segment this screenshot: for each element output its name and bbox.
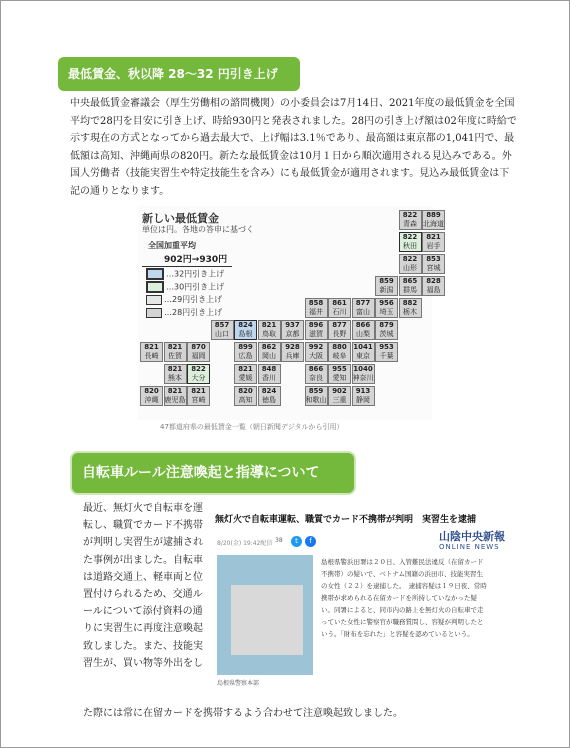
prefecture-value: 1040 bbox=[353, 365, 373, 373]
section1-paragraph: 中央最低賃金審議会（厚生労働相の諮問機関）の小委員会は7月14日、2021年度の最低賃金を全国平均で28円を目安に引き上げ、時給930円と発表されました。28円の引き上げ額は02年度に時給で示す現在の方式となってから過去最大で、上げ幅は3.1％であり、最高額は東京都の1,041円で、最低額は高知、沖縄両県の820円。新たな最低賃金は10月１日から順次適用される見込みである。外国人労働者（技能実習生や特定技能生を含み）にも最低賃金が適用されます。見込み最低賃金は下記の通りとなります。 bbox=[70, 98, 517, 197]
prefecture-name: 宮城 bbox=[426, 264, 441, 272]
prefecture-name: 青森 bbox=[403, 220, 417, 228]
prefecture-tile bbox=[234, 386, 257, 406]
legend-swatch-29 bbox=[146, 295, 162, 305]
prefecture-value: 913 bbox=[355, 387, 371, 395]
prefecture-tile bbox=[328, 386, 351, 406]
prefecture-tile bbox=[187, 342, 210, 362]
prefecture-tile bbox=[305, 364, 328, 384]
prefecture-value: 955 bbox=[332, 365, 347, 373]
prefecture-name: 新潟 bbox=[379, 286, 394, 294]
prefecture-name: 熊本 bbox=[168, 374, 182, 382]
prefecture-name: 福島 bbox=[426, 286, 441, 294]
prefecture-tile bbox=[399, 254, 422, 274]
prefecture-name: 栃木 bbox=[403, 308, 417, 316]
prefecture-name: 和歌山 bbox=[305, 396, 327, 404]
prefecture-tile bbox=[234, 364, 257, 384]
prefecture-name: 鳥取 bbox=[262, 330, 276, 338]
prefecture-tile bbox=[234, 320, 257, 340]
prefecture-tile bbox=[375, 276, 398, 296]
prefecture-value: 821 bbox=[167, 387, 183, 395]
prefecture-tile bbox=[352, 342, 375, 362]
prefecture-value: 824 bbox=[238, 321, 253, 329]
prefecture-value: 821 bbox=[191, 387, 206, 395]
prefecture-tile bbox=[399, 232, 422, 252]
prefecture-tile bbox=[258, 320, 281, 340]
prefecture-name: 高知 bbox=[238, 396, 253, 404]
prefecture-tile bbox=[352, 320, 375, 340]
prefecture-name: 大阪 bbox=[309, 352, 323, 360]
prefecture-tile bbox=[187, 386, 210, 406]
prefecture-tile bbox=[164, 342, 187, 362]
prefecture-tile bbox=[234, 342, 257, 362]
prefecture-value: 928 bbox=[285, 343, 300, 351]
prefecture-name: 佐賀 bbox=[168, 352, 182, 360]
prefecture-name: 埼玉 bbox=[379, 308, 394, 316]
map-title: 新しい最低賃金 bbox=[142, 212, 219, 225]
prefecture-tile bbox=[328, 364, 351, 384]
news-headline: 無灯火で自転車運転、職質でカード不携帯が判明 実習生を逮捕 bbox=[215, 515, 477, 525]
prefecture-value: 992 bbox=[308, 343, 324, 351]
prefecture-value: 822 bbox=[402, 255, 418, 263]
prefecture-tile bbox=[164, 386, 187, 406]
prefecture-tile bbox=[258, 386, 281, 406]
legend-32 bbox=[146, 268, 224, 278]
prefecture-tile bbox=[140, 386, 163, 406]
prefecture-tile bbox=[140, 342, 163, 362]
prefecture-name: 神奈川 bbox=[352, 374, 374, 382]
prefecture-value: 821 bbox=[238, 365, 253, 373]
legend-label-29: …29円引き上げ bbox=[164, 295, 223, 304]
prefecture-name: 兵庫 bbox=[285, 352, 300, 360]
prefecture-name: 岐阜 bbox=[332, 352, 347, 360]
section2-heading: 自転車ルール注意喚起と指導について bbox=[72, 453, 354, 493]
prefecture-value: 859 bbox=[308, 387, 324, 395]
prefecture-value: 821 bbox=[261, 321, 277, 329]
legend-swatch-28 bbox=[146, 308, 162, 318]
prefecture-tile bbox=[352, 386, 375, 406]
legend-swatch-30 bbox=[146, 281, 164, 293]
prefecture-tile bbox=[422, 276, 445, 296]
map-unit: 単位は円。各地の答申に基づく bbox=[142, 225, 254, 234]
prefecture-name: 東京 bbox=[356, 352, 370, 360]
prefecture-value: 866 bbox=[308, 365, 324, 373]
prefecture-value: 956 bbox=[379, 299, 394, 307]
prefecture-name: 長崎 bbox=[144, 352, 159, 360]
prefecture-value: 859 bbox=[379, 277, 394, 285]
facebook-icon[interactable]: f bbox=[305, 536, 316, 547]
prefecture-tile bbox=[352, 364, 375, 384]
prefecture-value: 821 bbox=[167, 365, 183, 373]
legend-label-30: …30円引き上げ bbox=[166, 282, 225, 292]
prefecture-name: 山口 bbox=[215, 330, 229, 338]
prefecture-value: 820 bbox=[144, 387, 159, 395]
prefecture-value: 889 bbox=[426, 211, 441, 219]
legend-label-32: …32円引き上げ bbox=[166, 269, 225, 279]
prefecture-value: 822 bbox=[402, 233, 418, 241]
prefecture-value: 896 bbox=[308, 321, 324, 329]
prefecture-name: 愛媛 bbox=[238, 374, 253, 382]
prefecture-name: 滋賀 bbox=[309, 330, 323, 338]
legend-label-28: …28円引き上げ bbox=[164, 308, 223, 317]
prefecture-name: 石川 bbox=[332, 308, 347, 316]
prefecture-tile bbox=[399, 298, 422, 318]
prefecture-tile bbox=[375, 298, 398, 318]
prefecture-value: 1041 bbox=[353, 343, 373, 351]
prefecture-tile bbox=[281, 320, 304, 340]
prefecture-value: 877 bbox=[332, 321, 347, 329]
news-clipping bbox=[213, 510, 515, 696]
prefecture-name: 沖縄 bbox=[144, 396, 159, 404]
legend-30 bbox=[146, 281, 224, 291]
prefecture-tile bbox=[328, 342, 351, 362]
prefecture-tile bbox=[164, 364, 187, 384]
map-caption: 47都道府県の最低賃金一覧（朝日新聞デジタルから引用） bbox=[160, 423, 344, 431]
prefecture-value: 821 bbox=[144, 343, 159, 351]
prefecture-name: 静岡 bbox=[356, 396, 370, 404]
prefecture-name: 三重 bbox=[332, 396, 347, 404]
prefecture-value: 857 bbox=[214, 321, 230, 329]
police-building-photo bbox=[217, 555, 313, 675]
prefecture-tile bbox=[211, 320, 234, 340]
prefecture-name: 岩手 bbox=[426, 242, 441, 250]
building-shape bbox=[231, 585, 303, 655]
prefecture-tile bbox=[422, 232, 445, 252]
prefecture-value: 821 bbox=[426, 233, 441, 241]
prefecture-value: 866 bbox=[355, 321, 371, 329]
prefecture-name: 福岡 bbox=[191, 352, 206, 360]
map-avg-range: 902円→930円 bbox=[164, 255, 228, 265]
prefecture-value: 858 bbox=[308, 299, 324, 307]
prefecture-value: 821 bbox=[167, 343, 183, 351]
prefecture-tile bbox=[399, 210, 422, 230]
prefecture-tile bbox=[328, 320, 351, 340]
legend-swatch-32 bbox=[146, 268, 164, 280]
prefecture-value: 953 bbox=[379, 343, 394, 351]
prefecture-name: 山梨 bbox=[356, 330, 370, 338]
prefecture-name: 千葉 bbox=[379, 352, 394, 360]
prefecture-name: 広島 bbox=[238, 352, 253, 360]
prefecture-tile bbox=[422, 254, 445, 274]
prefecture-name: 愛知 bbox=[332, 374, 347, 382]
prefecture-value: 822 bbox=[191, 365, 206, 373]
prefecture-value: 879 bbox=[379, 321, 394, 329]
prefecture-name: 大分 bbox=[191, 374, 206, 382]
prefecture-tile bbox=[399, 276, 422, 296]
prefecture-tile bbox=[258, 342, 281, 362]
news-brand: 山陰中央新報 bbox=[439, 530, 505, 543]
section2-paragraph-tail: た際には常に在留カードを携帯するよう合わせて注意喚起致しました。 bbox=[83, 708, 403, 719]
section1-heading: 最低賃金、秋以降 28～32 円引き上げ bbox=[58, 57, 300, 91]
prefecture-name: 茨城 bbox=[379, 330, 394, 338]
prefecture-name: 奈良 bbox=[309, 374, 323, 382]
prefecture-value: 865 bbox=[402, 277, 418, 285]
prefecture-name: 岡山 bbox=[262, 352, 276, 360]
prefecture-value: 877 bbox=[355, 299, 371, 307]
prefecture-name: 島根 bbox=[238, 330, 253, 338]
prefecture-tile bbox=[305, 386, 328, 406]
news-body: 島根県警浜田署は２０日、入管難民法違反（在留カード不携帯）の疑いで、ベトナム国籍の浜田市、技能実習生の女性（２２）を逮捕した。 逮捕容疑は１９日夜、常時携帯が求められる在留カードを所持していなかった疑い。同署によると、同市内の路上を無灯火の自転車で走っていた女性に警察官が職務質問し、容疑が判明したという。「財布を忘れた」と容疑を認めているという。 bbox=[321, 558, 487, 638]
prefecture-name: 富山 bbox=[356, 308, 370, 316]
prefecture-value: 899 bbox=[238, 343, 253, 351]
comment-count: 38 bbox=[275, 537, 283, 544]
prefecture-tile bbox=[281, 342, 304, 362]
prefecture-tile bbox=[352, 298, 375, 318]
prefecture-tile bbox=[305, 320, 328, 340]
prefecture-value: 853 bbox=[426, 255, 441, 263]
legend-29 bbox=[146, 294, 222, 304]
prefecture-value: 861 bbox=[332, 299, 347, 307]
prefecture-name: 山形 bbox=[403, 264, 417, 272]
prefecture-name: 鹿児島 bbox=[164, 396, 186, 404]
prefecture-value: 820 bbox=[238, 387, 253, 395]
minimum-wage-map bbox=[138, 206, 444, 420]
prefecture-value: 882 bbox=[402, 299, 418, 307]
prefecture-tile bbox=[375, 342, 398, 362]
prefecture-name: 福井 bbox=[309, 308, 323, 316]
map-avg-label: 全国加重平均 bbox=[148, 241, 196, 250]
news-meta: 8/20(金) 19:42配信 bbox=[217, 540, 273, 547]
prefecture-name: 長野 bbox=[332, 330, 347, 338]
prefecture-value: 902 bbox=[332, 387, 347, 395]
prefecture-name: 香川 bbox=[262, 374, 276, 382]
legend-28 bbox=[146, 307, 222, 317]
prefecture-value: 828 bbox=[426, 277, 441, 285]
prefecture-name: 北海道 bbox=[423, 220, 444, 228]
prefecture-value: 848 bbox=[261, 365, 277, 373]
prefecture-value: 824 bbox=[261, 387, 277, 395]
prefecture-tile bbox=[422, 210, 445, 230]
twitter-icon[interactable]: t bbox=[291, 536, 302, 547]
prefecture-value: 937 bbox=[285, 321, 300, 329]
prefecture-value: 822 bbox=[402, 211, 418, 219]
prefecture-tile bbox=[187, 364, 210, 384]
prefecture-value: 870 bbox=[191, 343, 206, 351]
prefecture-name: 宮崎 bbox=[191, 396, 206, 404]
prefecture-value: 880 bbox=[332, 343, 347, 351]
prefecture-name: 徳島 bbox=[262, 396, 276, 404]
news-brand-sub: ONLINE NEWS bbox=[439, 543, 500, 551]
prefecture-name: 群馬 bbox=[403, 286, 417, 294]
map-avg-underline bbox=[142, 266, 232, 267]
prefecture-value: 862 bbox=[261, 343, 277, 351]
photo-caption: 島根県警察本部 bbox=[217, 680, 260, 687]
prefecture-name: 京都 bbox=[285, 330, 300, 338]
prefecture-tile bbox=[375, 320, 398, 340]
prefecture-tile bbox=[305, 298, 328, 318]
prefecture-tile bbox=[305, 342, 328, 362]
prefecture-tile bbox=[258, 364, 281, 384]
prefecture-name: 秋田 bbox=[403, 242, 417, 250]
section2-paragraph: 最近、無灯火で自転車を運転し、職質でカード不携帯が判明し実習生が逮捕された事例が出ました。自転車は道路交通上、軽車両と位置付けられるため、交通ルールについて添付資料の通りに実習生に再度注意喚起致しました。また、技能実習生が、買い物等外出をし bbox=[83, 503, 203, 669]
prefecture-tile bbox=[328, 298, 351, 318]
